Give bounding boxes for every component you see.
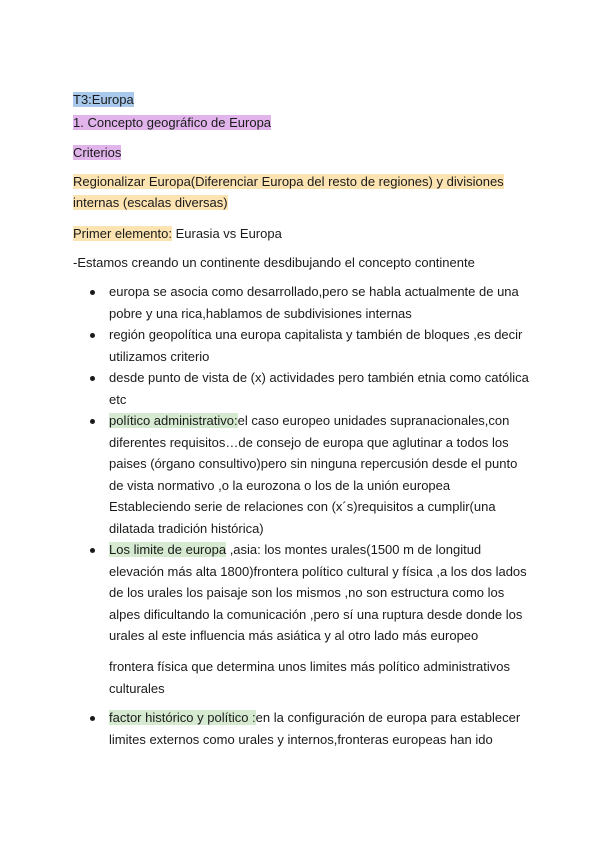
- document-title: [73, 89, 134, 110]
- section-heading-text: 1. Concepto geográfico de Europa: [73, 115, 272, 130]
- primer-elemento-text: Eurasia vs Europa: [171, 226, 282, 241]
- list-item-line: de vista normativo ,o la eurozona o los de la unión europea: [109, 477, 451, 493]
- bullet-dot: [90, 333, 95, 338]
- bullet-dot: [90, 290, 95, 295]
- list-item-line: urales al este influencia más asiática y al otro lado más europeo: [109, 628, 479, 643]
- list-item-line: [109, 539, 539, 561]
- paragraph-line: culturales: [109, 680, 165, 696]
- primer-elemento: [73, 223, 282, 244]
- list-item-line: de los urales los paisaje son los mismos ,no son estructura como los: [109, 585, 505, 600]
- list-item: [109, 281, 539, 324]
- list-item-line: paises (órgano consultivo)pero sin ninguna repercusión desde el punto: [109, 456, 518, 471]
- paragraph-line: frontera física que determina unos limites más político administrativos: [109, 659, 511, 674]
- bullet-dot: [90, 548, 95, 553]
- list-item-line: elevación más alta 1800)frontera político cultural y física ,a los dos lados: [109, 563, 527, 579]
- list-item-text: el caso europeo unidades supranacionales,con: [237, 413, 510, 428]
- list-item-text: ,asia: los montes urales(1500 m de longitud: [226, 542, 482, 557]
- primer-elemento-label: Primer elemento:: [73, 226, 172, 241]
- list-item-line: limites externos como urales y internos,fronteras europeas han ido: [109, 731, 493, 747]
- bullet-dot: [90, 716, 95, 721]
- title-text: T3:Europa: [73, 92, 134, 107]
- criterios-text: Criterios: [73, 145, 122, 160]
- list-item: [109, 410, 539, 539]
- list-item-line: alpes dificultando la comunicación ,pero sí una ruptura desde donde los: [109, 606, 523, 622]
- list-item-line: [109, 707, 539, 729]
- list-item: [109, 324, 539, 367]
- list-item-line: diferentes requisitos…de consejo de europa que aglutinar a todos los: [109, 434, 509, 450]
- list-item-line: pobre y una rica,hablamos de subdivisiones internas: [109, 305, 412, 321]
- section-heading: [73, 112, 271, 133]
- regionalizar-text-1: Regionalizar Europa(Diferenciar Europa del resto de regiones) y divisiones: [73, 174, 504, 189]
- bullet-dot: [90, 376, 95, 381]
- highlight-text: Los limite de europa: [109, 542, 227, 557]
- list-item-line: desde punto de vista de (x) actividades pero también etnia como católica: [109, 370, 529, 385]
- list-item: [109, 367, 539, 410]
- list-item-text: en la configuración de europa para establecer: [255, 710, 521, 725]
- regionalizar-line-1: [73, 171, 504, 192]
- list-item-line: región geopolítica una europa capitalista y también de bloques ,es decir: [109, 327, 523, 342]
- intro-line: [73, 252, 475, 273]
- criterios-label: [73, 142, 121, 163]
- regionalizar-line-2: [73, 192, 228, 213]
- bullet-dot: [90, 419, 95, 424]
- list-item-line: europa se asocia como desarrollado,pero se habla actualmente de una: [109, 284, 519, 299]
- list-item-line: dilatada tradición histórica): [109, 520, 264, 536]
- frontera-paragraph: [109, 656, 539, 699]
- intro-line-text: -Estamos creando un continente desdibujando el concepto continente: [73, 255, 475, 270]
- list-item-line: [109, 410, 539, 432]
- list-item-line: etc: [109, 391, 127, 407]
- list-item: [109, 539, 539, 647]
- highlight-text: factor histórico y político :: [109, 710, 256, 725]
- highlight-text: político administrativo:: [109, 413, 238, 428]
- list-item-line: utilizamos criterio: [109, 348, 210, 364]
- regionalizar-text-2: internas (escalas diversas): [73, 195, 228, 210]
- list-item-line: Estableciendo serie de relaciones con (x´s)requisitos a cumplir(una: [109, 499, 496, 514]
- list-item: [109, 707, 539, 750]
